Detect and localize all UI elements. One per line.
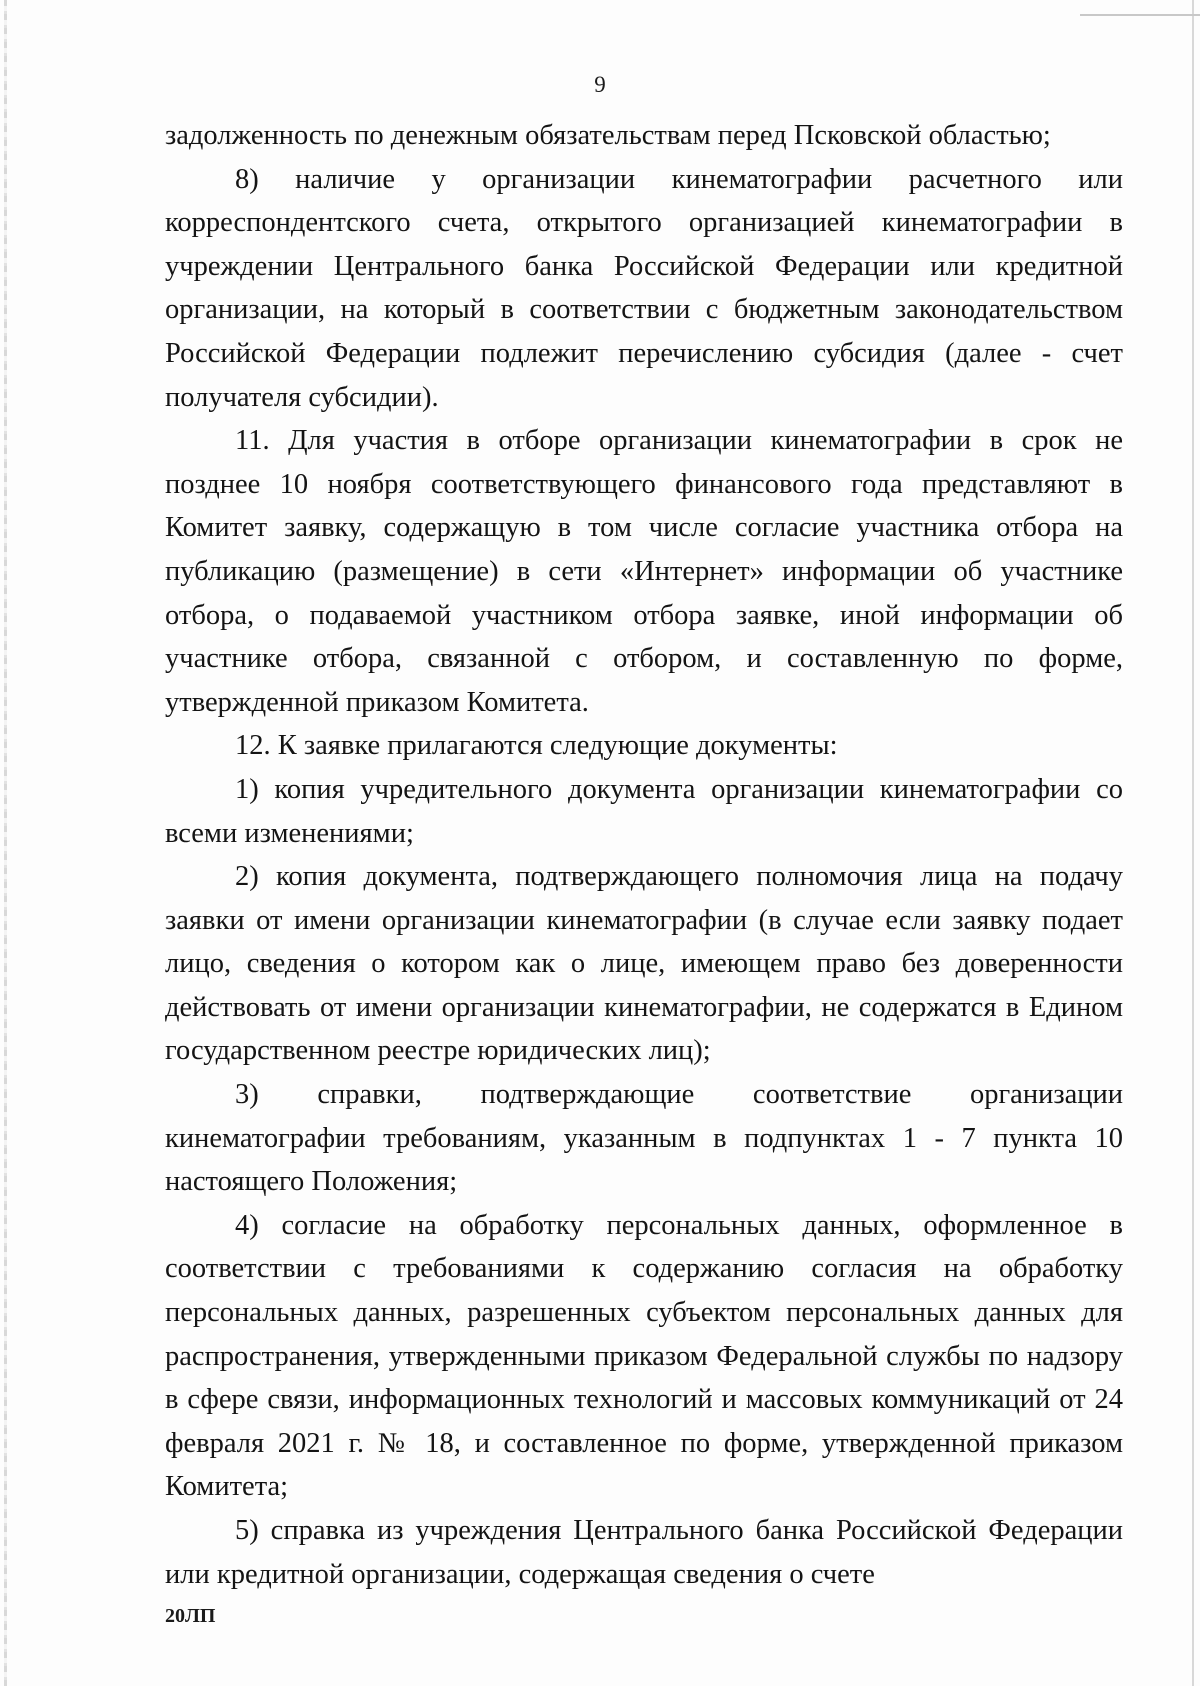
- paragraph: 8) наличие у организации кинематографии расчетного или корреспондентского счета, открытого организацией кинематографии в учреждении Центрального банка Российской Федерации или кредитной организации, на который в соответствии с бюджетным законодательством Российской Федерации подлежит перечислению субсидия (далее - счет получателя субсидии).: [165, 163, 1123, 413]
- scan-edge-right: [1192, 0, 1194, 1686]
- paragraph: 5) справка из учреждения Центрального банка Российской Федерации или кредитной организации, содержащая сведения о счете: [165, 1515, 1123, 1590]
- paragraph: 12. К заявке прилагаются следующие документы:: [235, 730, 838, 762]
- scan-corner: [1080, 0, 1200, 16]
- document-body: [165, 114, 1123, 1596]
- page-number: 9: [594, 72, 606, 97]
- paragraph: задолженность по денежным обязательствам перед Псковской областью;: [165, 120, 1051, 151]
- footer-code: 20ЛП: [165, 1605, 216, 1627]
- paragraph: 2) копия документа, подтверждающего полномочия лица на подачу заявки от имени организации кинематографии (в случае если заявку подает лицо, сведения о котором как о лице, имеющем право без доверенности действовать от имени организации кинематографии, не содержатся в Едином государственном реестре юридических лиц);: [165, 861, 1123, 1067]
- paragraph: 1) копия учредительного документа организации кинематографии со всеми изменениями;: [165, 773, 1123, 849]
- scan-edge-left: [4, 0, 7, 1686]
- paragraph: 3) справки, подтверждающие соответствие организации кинематографии требованиям, указанным в подпунктах 1 - 7 пункта 10 настоящего Положения;: [165, 1079, 1123, 1198]
- paragraph: 11. Для участия в отборе организации кинематографии в срок не позднее 10 ноября соответствующего финансового года представляют в Комитет заявку, содержащую в том числе согласие участника отбора на публикацию (размещение) в сети «Интернет» информации об участнике отбора, о подаваемой участником отбора заявке, иной информации об участнике отбора, связанной с отбором, и составленную по форме, утвержденной приказом Комитета.: [165, 425, 1123, 718]
- paragraph: 4) согласие на обработку персональных данных, оформленное в соответствии с требованиями к содержанию согласия на обработку персональных данных, разрешенных субъектом персональных данных для распространения, утвержденными приказом Федеральной службы по надзору в сфере связи, информационных технологий и массовых коммуникаций от 24 февраля 2021 г. № 18, и составленное по форме, утвержденной приказом Комитета;: [165, 1209, 1123, 1503]
